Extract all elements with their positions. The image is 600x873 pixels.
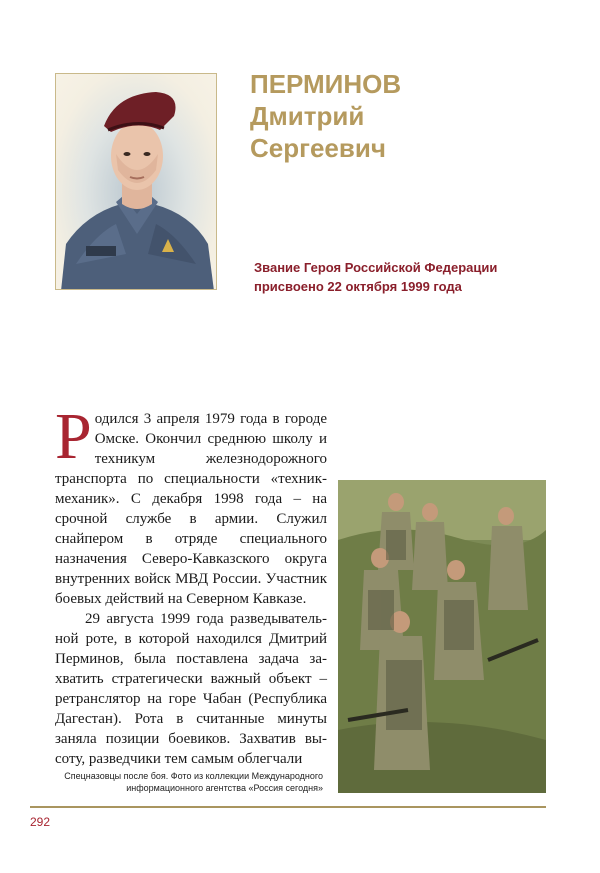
award-note xyxy=(254,258,574,296)
hero-surname: ПЕРМИНОВ xyxy=(250,69,402,99)
award-line-1: Звание Героя Российской Федерации xyxy=(254,260,498,275)
page-number: 292 xyxy=(30,815,51,829)
hero-portrait xyxy=(55,73,217,290)
drop-cap: Р xyxy=(55,400,92,473)
hero-patronymic: Сергеевич xyxy=(250,133,386,163)
hero-name xyxy=(250,68,570,164)
hero-first-name: Дмитрий xyxy=(250,101,365,131)
paragraph-1-text: одился 3 апреля 1979 года в городе Омске. Окончил среднюю школу и техникум железнодорожного транспорта по специальности «техник-механик». С декабря 1998 года – на срочной службе в армии. Служил снайпером в отряде специального назначения Северо-Кавказского округа внутренних войск МВД России. Участник боевых действий на Северном Кавказе. xyxy=(55,411,327,607)
photo-caption: Спецназовцы после боя. Фото из коллекции Международного информационного агентства «Россия сегодня» xyxy=(64,771,323,793)
biography-paragraph-2: 29 августа 1999 года разведывательной роте, в которой находился Дмитрий Перминов, была поставлена задача захватить стратегически важный объект – ретранслятор на горе Чабан (Республика Дагестан). Рота в считанные минуты заняла позиции боевиков. Захватив высоту, разведчики тем самым облегчали xyxy=(55,611,327,767)
award-line-2: присвоено 22 октября 1999 года xyxy=(254,279,462,294)
footer-rule xyxy=(30,806,546,808)
special-forces-photo xyxy=(338,480,546,793)
